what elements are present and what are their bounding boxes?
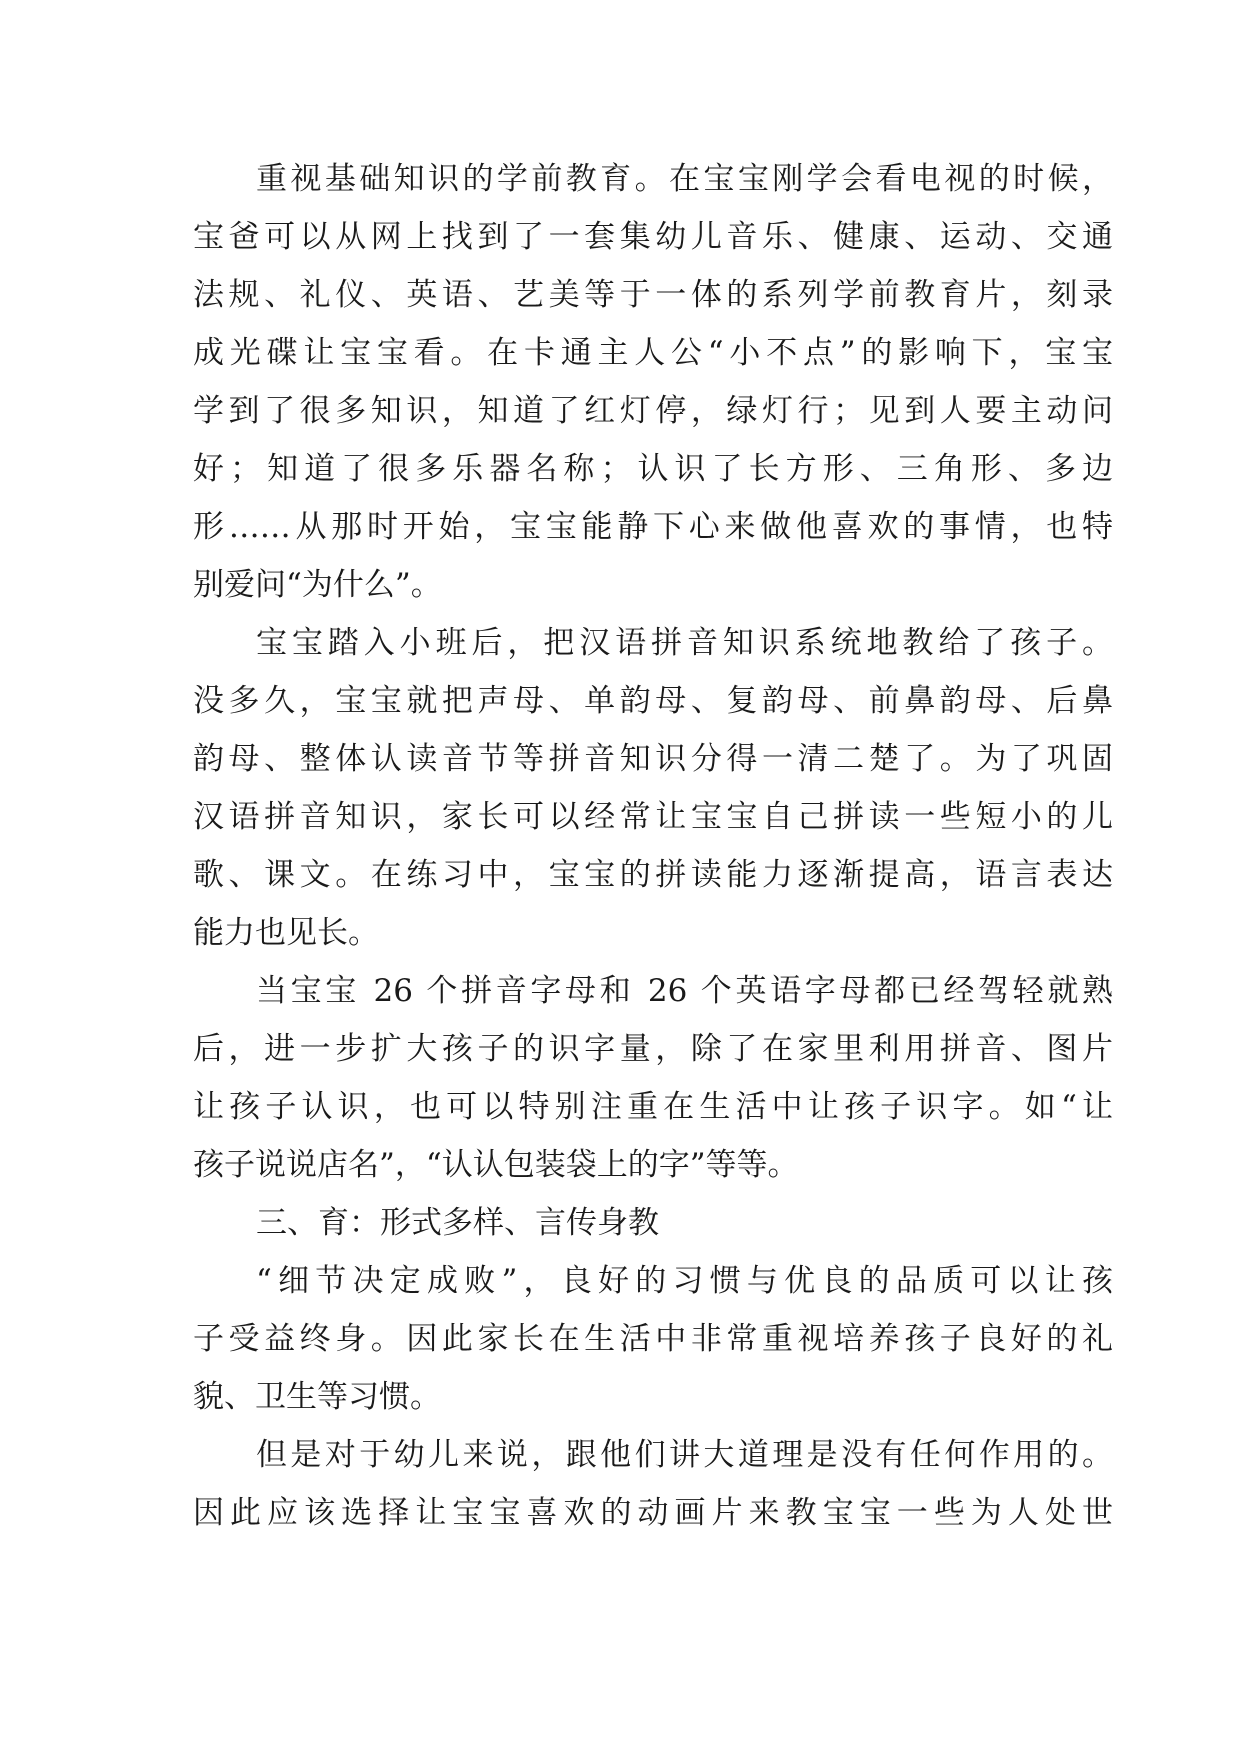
text-line: 重视基础知识的学前教育。在宝宝刚学会看电视的时候，: [256, 161, 1113, 197]
text-line: 当宝宝 26 个拼音字母和 26 个英语字母都已经驾轻就熟: [256, 973, 1113, 1009]
section-heading: 三、育：形式多样、言传身教: [256, 1205, 659, 1241]
text-line: 学到了很多知识，知道了红灯停，绿灯行；见到人要主动问: [193, 393, 1113, 429]
text-line: 孩子说说店名”，“认认包装袋上的字”等等。: [193, 1147, 799, 1183]
text-line: 能力也见长。: [193, 915, 379, 951]
text-line: 韵母、整体认读音节等拼音知识分得一清二楚了。为了巩固: [193, 741, 1113, 777]
text-line: 貌、卫生等习惯。: [193, 1379, 441, 1415]
text-line: 成光碟让宝宝看。在卡通主人公“小不点”的影响下，宝宝: [193, 335, 1113, 371]
text-line: “细节决定成败”，良好的习惯与优良的品质可以让孩: [256, 1263, 1113, 1299]
text-line: 没多久，宝宝就把声母、单韵母、复韵母、前鼻韵母、后鼻: [193, 683, 1113, 719]
text-line: 子受益终身。因此家长在生活中非常重视培养孩子良好的礼: [193, 1321, 1113, 1357]
text-line: 宝爸可以从网上找到了一套集幼儿音乐、健康、运动、交通: [193, 219, 1113, 255]
text-line: 汉语拼音知识，家长可以经常让宝宝自己拼读一些短小的儿: [193, 799, 1113, 835]
text-line: 宝宝踏入小班后，把汉语拼音知识系统地教给了孩子。: [256, 625, 1113, 661]
text-line: 形……从那时开始，宝宝能静下心来做他喜欢的事情，也特: [193, 509, 1113, 545]
text-line: 但是对于幼儿来说，跟他们讲大道理是没有任何作用的。: [256, 1437, 1113, 1473]
text-line: 让孩子认识，也可以特别注重在生活中让孩子识字。如“让: [193, 1089, 1113, 1125]
text-line: 因此应该选择让宝宝喜欢的动画片来教宝宝一些为人处世: [193, 1495, 1113, 1531]
text-line: 法规、礼仪、英语、艺美等于一体的系列学前教育片，刻录: [193, 277, 1113, 313]
text-line: 后，进一步扩大孩子的识字量，除了在家里利用拼音、图片: [193, 1031, 1113, 1067]
text-line: 好；知道了很多乐器名称；认识了长方形、三角形、多边: [193, 451, 1113, 487]
text-line: 歌、课文。在练习中，宝宝的拼读能力逐渐提高，语言表达: [193, 857, 1113, 893]
text-line: 别爱问“为什么”。: [193, 567, 442, 603]
